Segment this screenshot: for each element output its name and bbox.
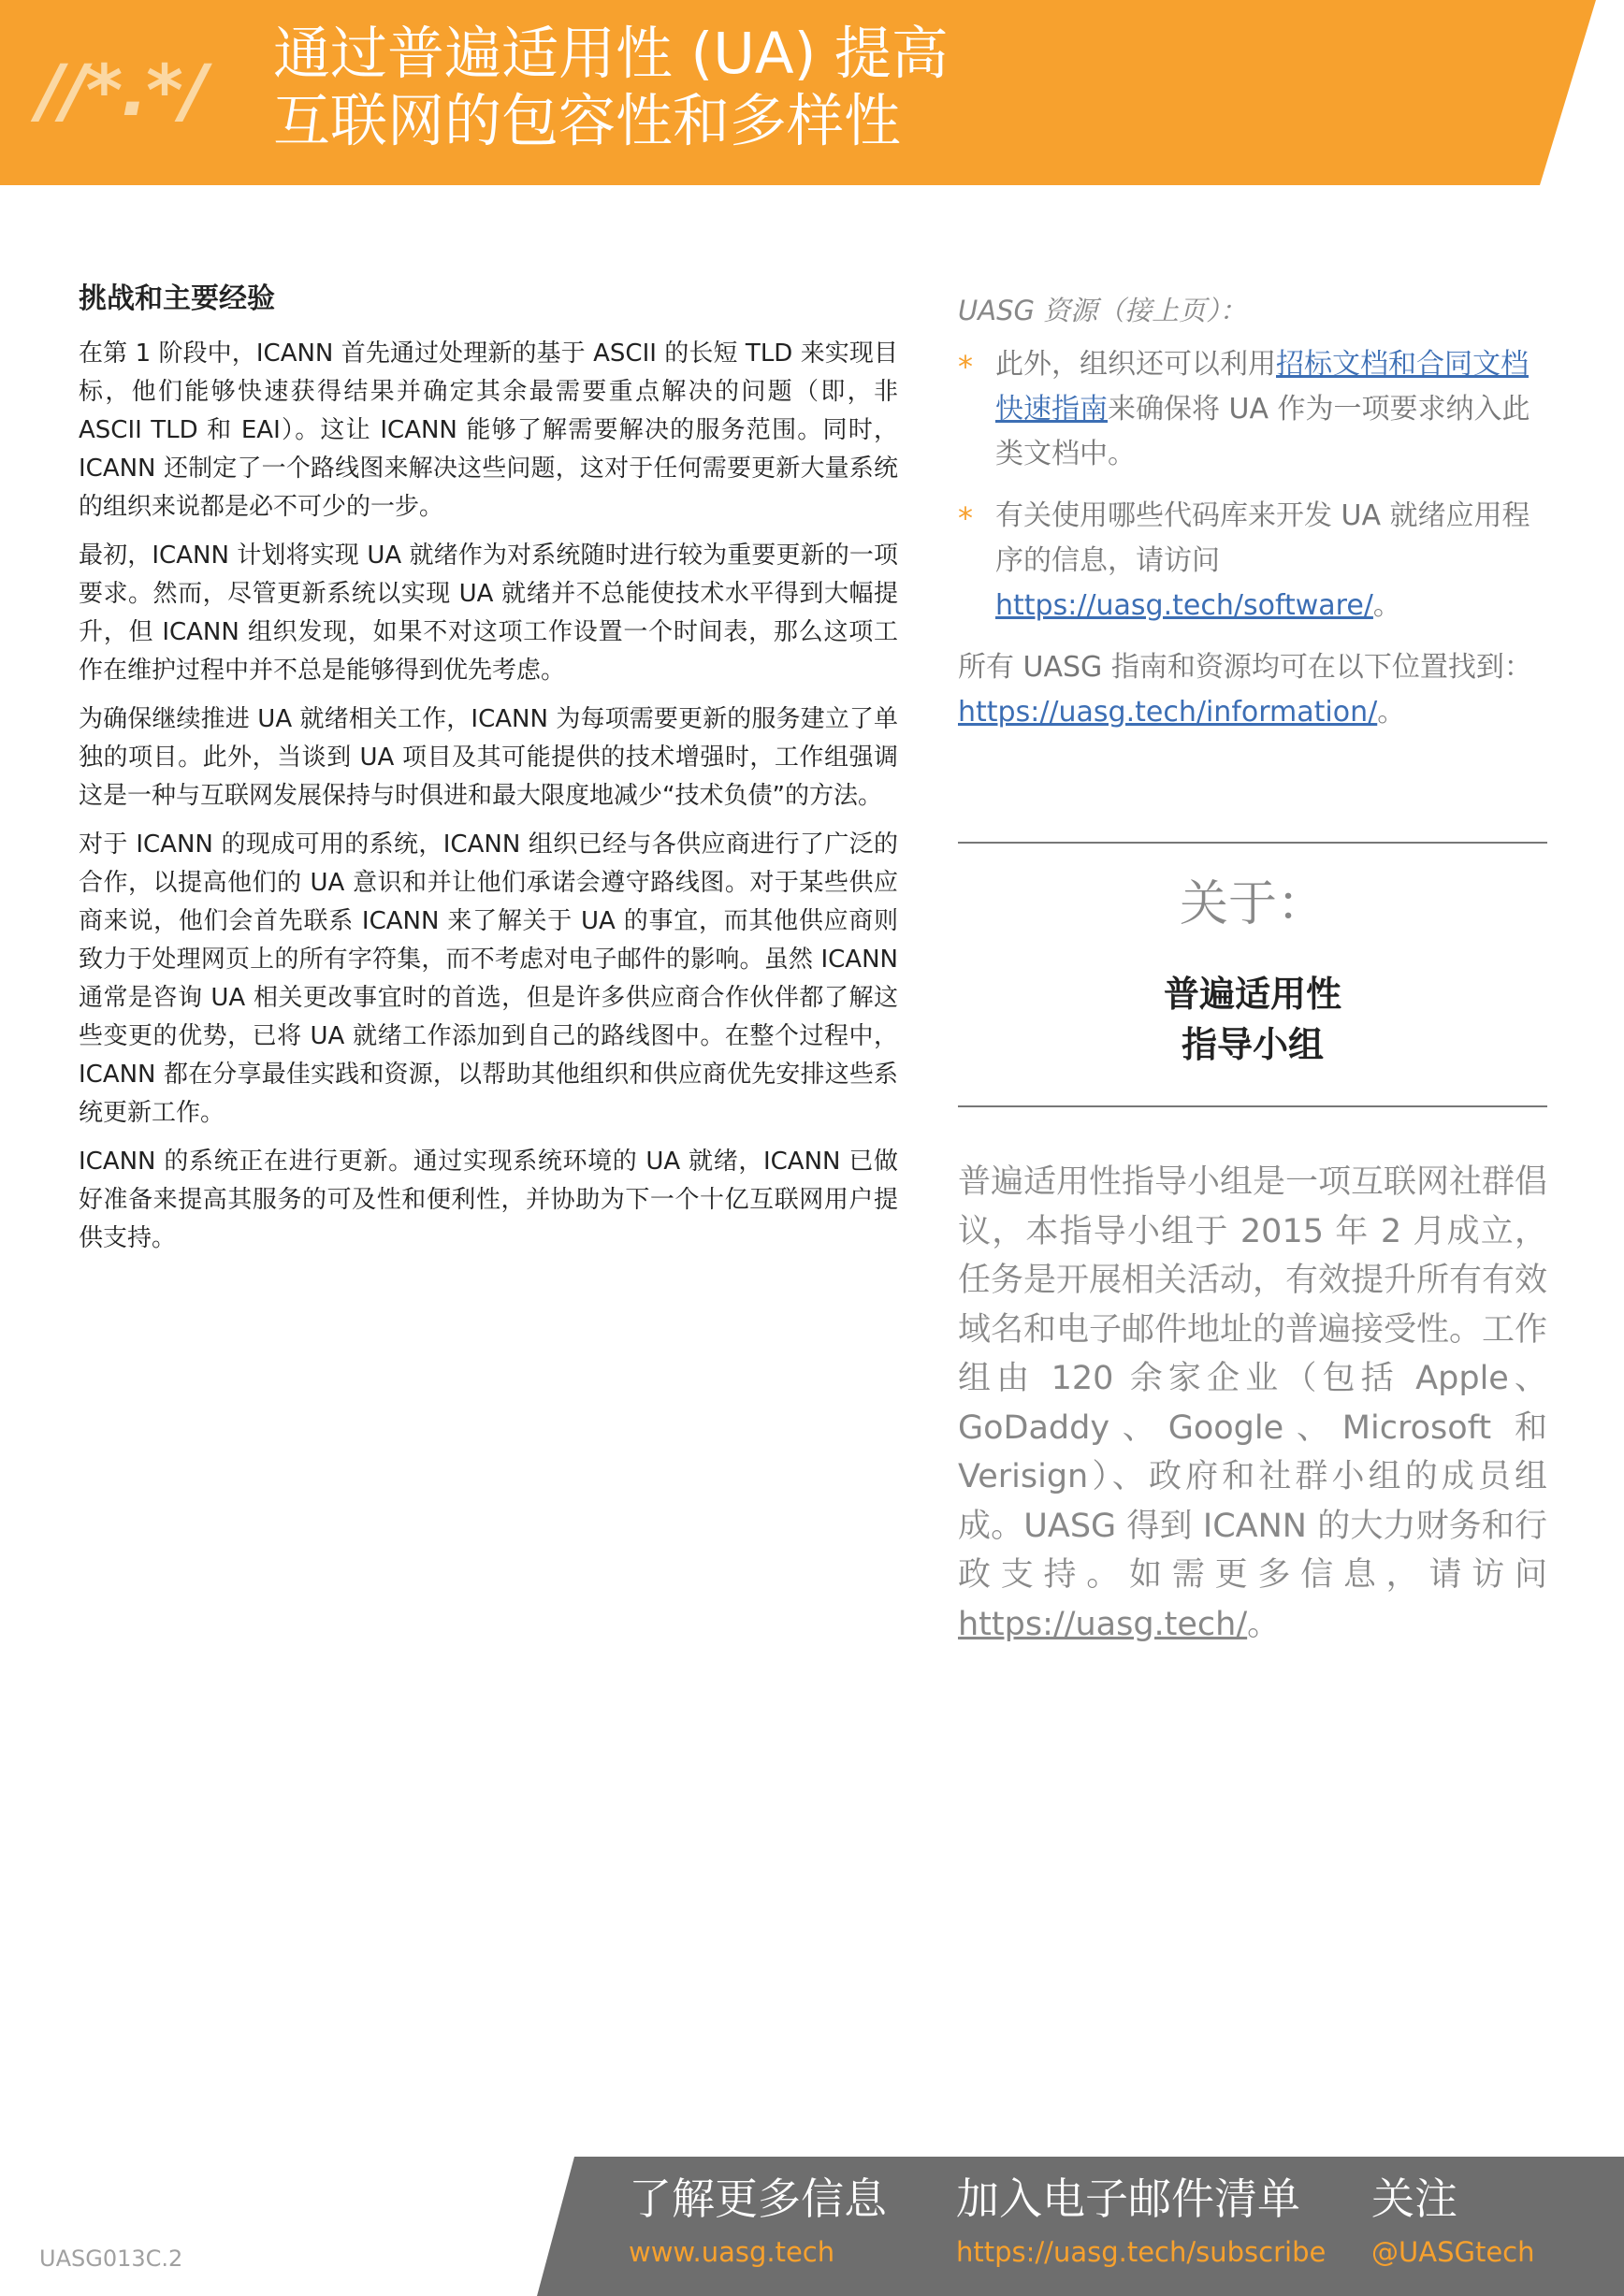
footer-twitter-handle[interactable]: @UASGtech [1371,2236,1535,2268]
divider-top [958,842,1547,844]
footer-website-link[interactable]: www.uasg.tech [629,2236,835,2268]
resource-item [958,342,1547,477]
page-title [273,21,1115,155]
about-description-text: 普遍适用性指导小组是一项互联网社群倡议，本指导小组于 2015 年 2 月成立，任务是开展相关活动，有效提升所有有效域名和电子邮件地址的普遍接受性。工作组由 120 余家企业（包括 Apple、GoDaddy、Google、Microsoft 和 Verisign）、政府和社群小组的成员组成。UASG 得到 ICANN 的大力财务和行政支持。如需更多信息，请访问 [958,1163,1548,1594]
page-title-line-2: 互联网的包容性和多样性 [273,88,902,154]
asterisk-bullet-icon: * [958,500,973,536]
footer-learn-more [629,2172,887,2271]
footer-follow [1371,2172,1534,2271]
about-org-name-line-1: 普遍适用性 [1163,974,1341,1015]
footer-follow-label: 关注 [1371,2173,1457,2224]
about-label: 关于： [1179,876,1326,932]
about-org-name-line-2: 指导小组 [1181,1024,1324,1065]
procurement-guide-link[interactable]: 招标文档和合同文档快速指南 [995,348,1529,426]
resources-title: UASG 资源（接上页）： [958,295,1247,326]
resources-section [958,290,1547,735]
all-resources-note [958,645,1547,735]
footer-subscribe-label: 加入电子邮件清单 [956,2173,1300,2224]
information-link[interactable]: https://uasg.tech/information/ [958,696,1378,729]
page-title-line-1: 通过普遍适用性 (UA) 提高 [273,21,949,87]
footer-subscribe [956,2172,1326,2271]
divider-bottom [958,1105,1547,1107]
main-article [79,281,898,1268]
all-resources-text: 所有 UASG 指南和资源均可在以下位置找到： [958,651,1532,684]
asterisk-bullet-icon: * [958,349,973,384]
document-code: UASG013C.2 [39,2245,183,2272]
paragraph-3: 为确保继续推进 UA 就绪相关工作，ICANN 为每项需要更新的服务建立了单独的项目。此外，当谈到 UA 项目及其可能提供的技术增强时，工作组强调这是一种与互联网发展保持与时俱进和最大限度地减少“技术负债”的方法。 [79,705,898,810]
paragraph-1: 在第 1 阶段中，ICANN 首先通过处理新的基于 ASCII 的长短 TLD 来实现目标，他们能够快速获得结果并确定其余最需要重点解决的问题（即，非 ASCII TLD 和 EAI）。这让 ICANN 能够了解需要解决的服务范围。同时，ICANN 还制定了一个路线图来解决这些问题，这对于任何需要更新大量系统的组织来说都是必不可少的一步。 [79,339,898,521]
all-resources-suffix: 。 [1377,696,1406,729]
uasg-website-link[interactable]: https://uasg.tech/ [958,1605,1248,1643]
resource-text-prefix: 此外，组织还可以利用 [995,348,1276,381]
paragraph-5: ICANN 的系统正在进行更新。通过实现系统环境的 UA 就绪，ICANN 已做好准备来提高其服务的可及性和便利性，并协助为下一个十亿互联网用户提供支持。 [79,1148,898,1252]
paragraph-2: 最初，ICANN 计划将实现 UA 就绪作为对系统随时进行较为重要更新的一项要求。然而，尽管更新系统以实现 UA 就绪并不总能使技术水平得到大幅提升，但 ICANN 组织发现，如果不对这项工作设置一个时间表，那么这项工作在维护过程中并不总是能够得到优先考虑。 [79,542,898,685]
section-heading: 挑战和主要经验 [79,282,275,315]
resources-list [958,342,1547,628]
resource-item [958,494,1547,628]
footer-subscribe-link[interactable]: https://uasg.tech/subscribe [956,2236,1327,2268]
software-link[interactable]: https://uasg.tech/software/ [995,589,1373,622]
paragraph-4: 对于 ICANN 的现成可用的系统，ICANN 组织已经与各供应商进行了广泛的合作，以提高他们的 UA 意识和并让他们承诺会遵守路线图。对于某些供应商来说，他们会首先联系 ICANN 来了解关于 UA 的事宜，而其他供应商则致力于处理网页上的所有字符集，而不考虑对电子邮件的影响。虽然 ICANN 通常是咨询 UA 相关更改事宜时的首选，但是许多供应商合作伙伴都了解这些变更的优势，已将 UA 就绪工作添加到自己的路线图中。在整个过程中，ICANN 都在分享最佳实践和资源，以帮助其他组织和供应商优先安排这些系统更新工作。 [79,830,898,1127]
about-description-suffix: 。 [1247,1605,1281,1643]
about-description [958,1158,1547,1649]
footer-learn-more-label: 了解更多信息 [629,2173,887,2224]
uasg-logo: //*.*/ [37,49,206,132]
resource-text-suffix: 来确保将 UA 作为一项要求纳入此类文档中。 [995,393,1530,470]
resource-text-prefix: 有关使用哪些代码库来开发 UA 就绪应用程序的信息，请访问 [995,499,1530,577]
resource-text-suffix: 。 [1372,589,1401,622]
about-org-name [958,969,1547,1070]
